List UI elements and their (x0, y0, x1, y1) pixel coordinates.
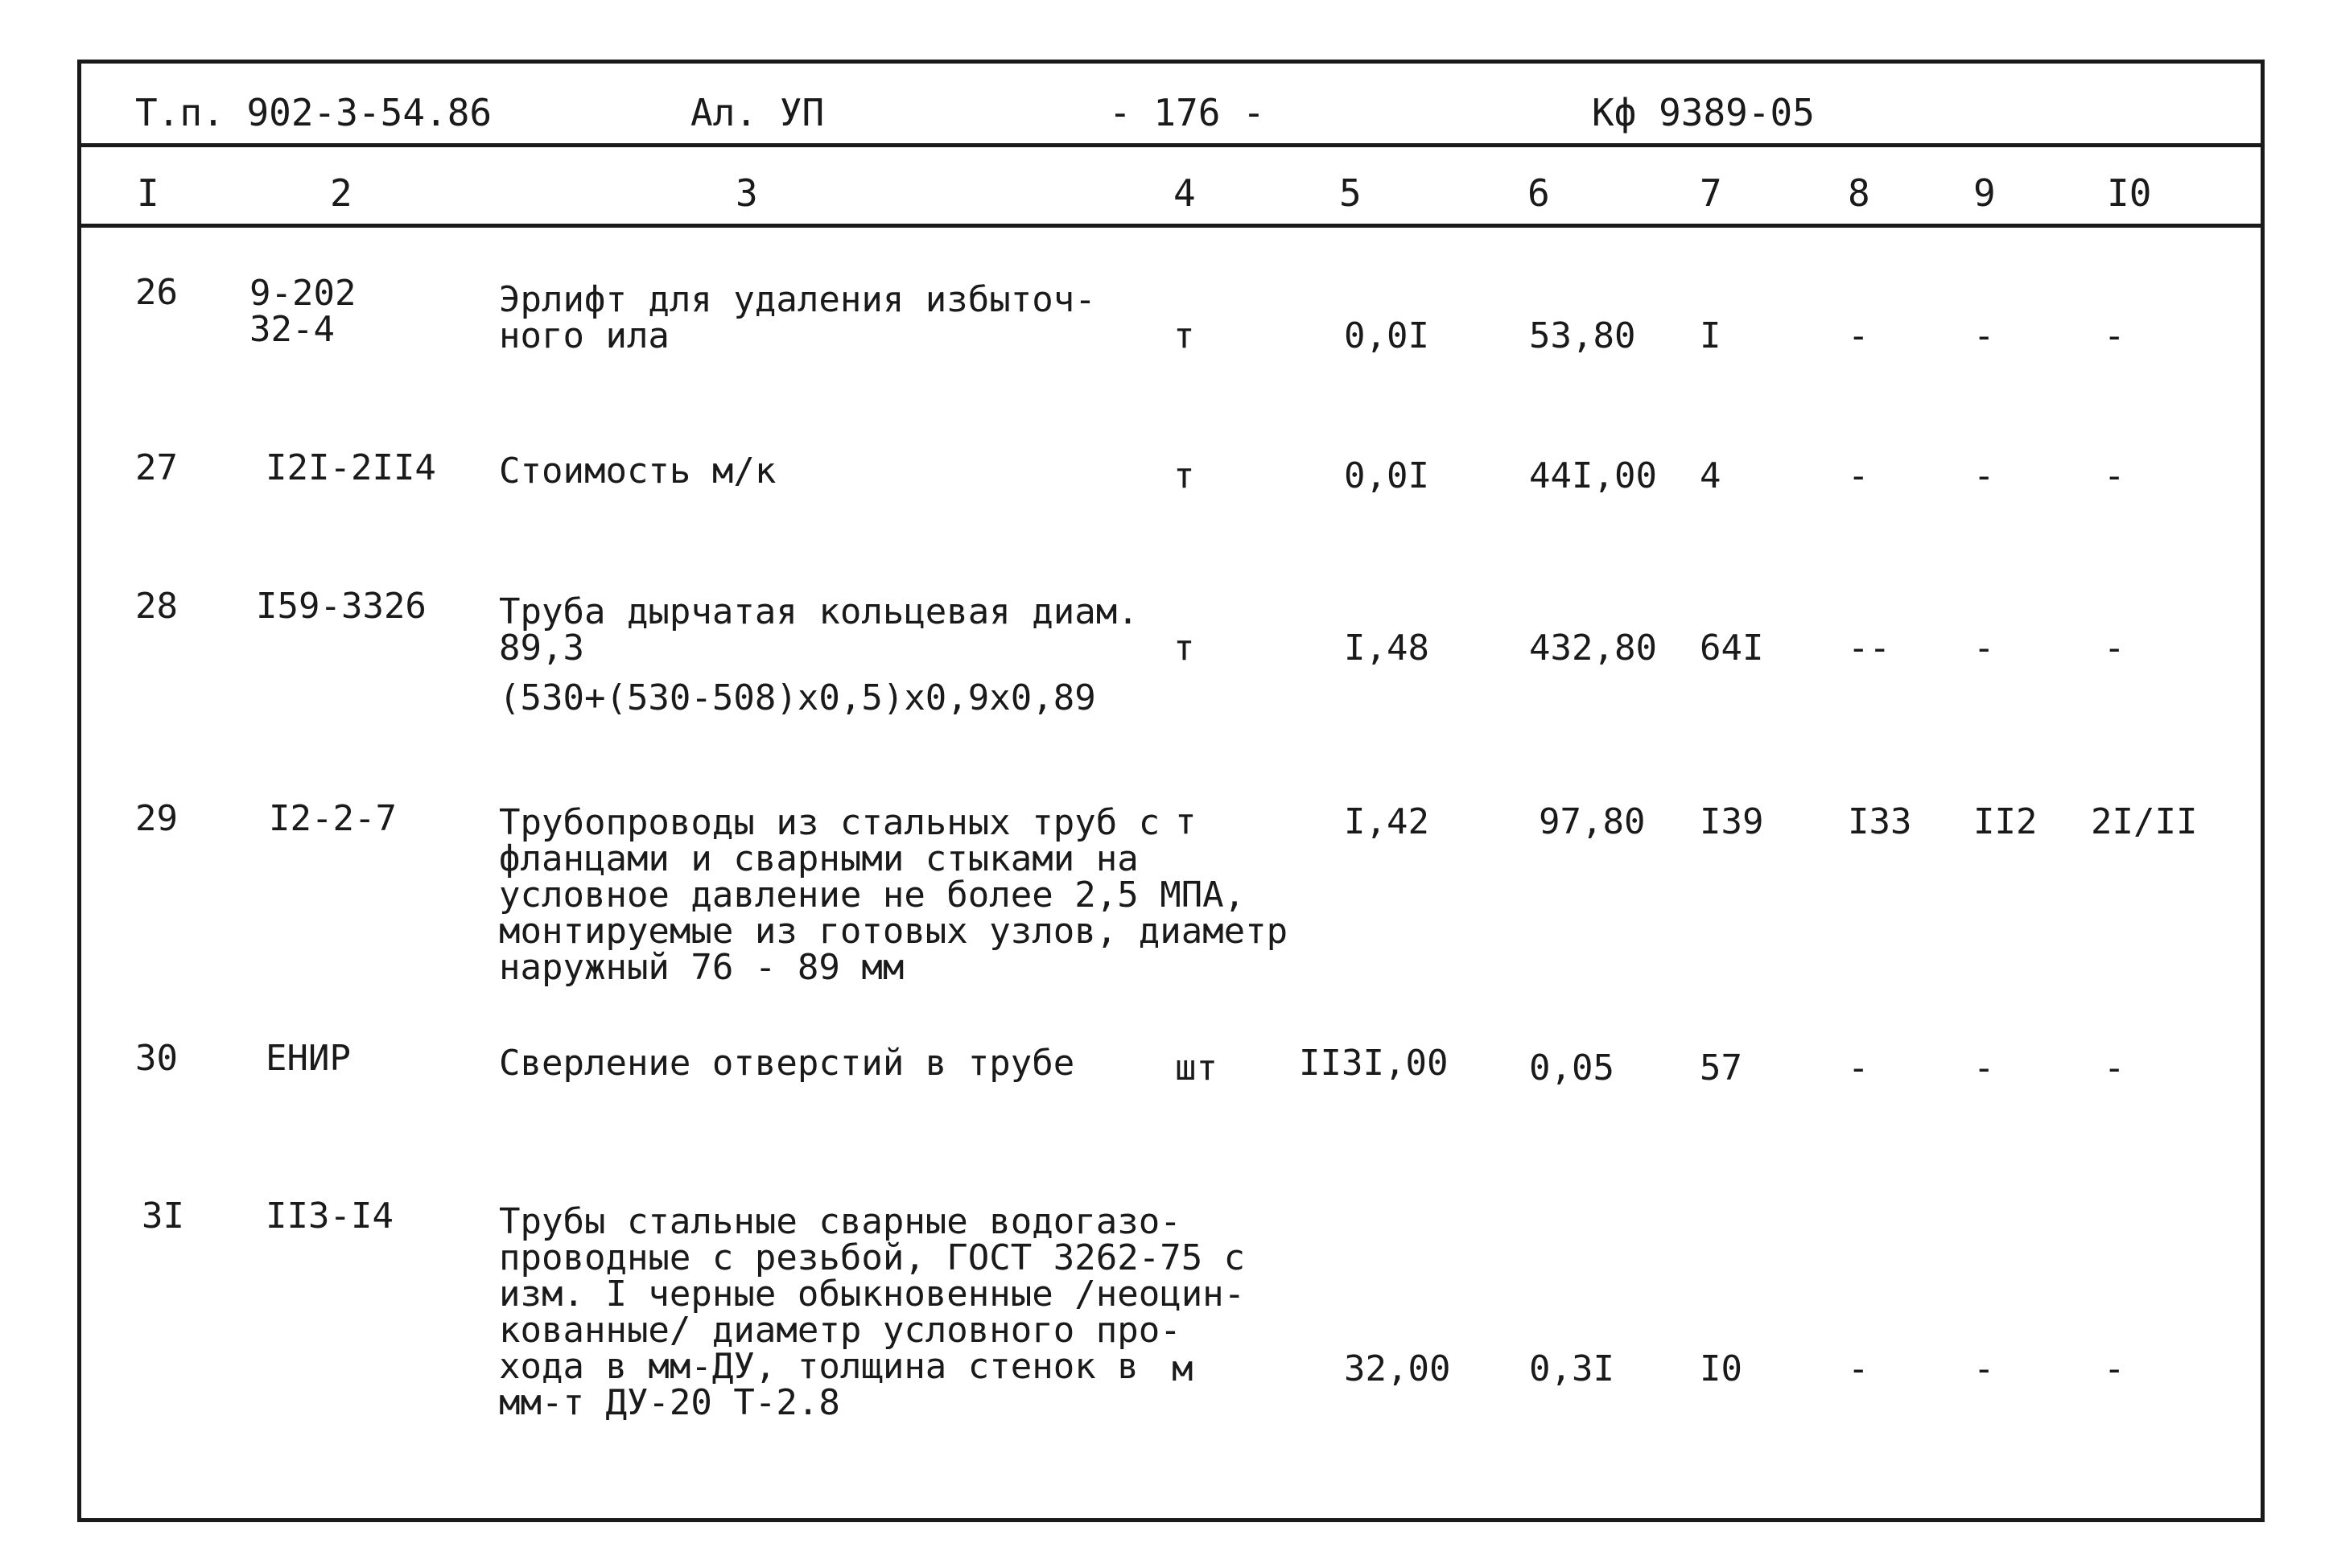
row-col10: - (2104, 315, 2125, 356)
row-quantity: I,48 (1344, 628, 1429, 669)
row-number: 26 (135, 272, 178, 313)
row-col8: I33 (1848, 801, 1912, 842)
row-unit: м (1172, 1348, 1193, 1389)
row-quantity: 32,00 (1344, 1348, 1451, 1389)
column-header: 6 (1527, 171, 1550, 215)
row-number: 3I (142, 1196, 184, 1237)
row-code: I59-3326 (256, 586, 427, 627)
column-header: I0 (2107, 171, 2152, 215)
row-col9: - (1973, 1047, 1995, 1089)
column-header: 4 (1173, 171, 1196, 215)
column-header: I (137, 171, 159, 215)
row-col7: I (1700, 315, 1721, 356)
row-code: ЕНИР (266, 1038, 351, 1079)
row-col10: 2I/II (2091, 801, 2198, 842)
row-description: Сверление отверстий в трубе (499, 1043, 1075, 1084)
row-col9: - (1973, 315, 1995, 356)
header-divider (77, 143, 2265, 147)
row-col10: - (2104, 455, 2125, 496)
row-col7: 57 (1700, 1047, 1742, 1089)
column-header: 9 (1973, 171, 1996, 215)
row-number: 27 (135, 447, 178, 488)
row-col8: - (1848, 315, 1869, 356)
column-header-divider (77, 224, 2265, 228)
row-description-formula: (530+(530-508)x0,5)x0,9x0,89 (499, 677, 1096, 718)
row-col8: - (1848, 1047, 1869, 1089)
row-price: 0,05 (1529, 1047, 1614, 1089)
row-code: II3-I4 (266, 1196, 394, 1237)
column-header: 7 (1700, 171, 1722, 215)
column-header: 5 (1339, 171, 1362, 215)
row-description: Трубопроводы из стальных труб с фланцами и сварными стыками на условное давление не более 2,5 МПА, монтируемые из готовых узлов, диаметр наружный 76 - 89 мм (499, 802, 1288, 988)
row-col8: - (1848, 455, 1869, 496)
column-header: 3 (736, 171, 758, 215)
row-col10: - (2104, 628, 2125, 669)
row-quantity: 0,0I (1344, 455, 1429, 496)
row-col9: - (1973, 1348, 1995, 1389)
row-description: Трубы стальные сварные водогазо- проводные с резьбой, ГОСТ 3262-75 с изм. I черные обыкновенные /неоцин- кованные/ диаметр условного про- хода в мм-ДУ, толщина стенок в мм-т ДУ-20 Т-2.8 (499, 1201, 1246, 1423)
row-number: 29 (135, 798, 178, 839)
row-col9: - (1973, 628, 1995, 669)
row-col9: - (1973, 455, 1995, 496)
row-price: 0,3I (1529, 1348, 1614, 1389)
row-col10: - (2104, 1348, 2125, 1389)
row-col8: - (1848, 1348, 1869, 1389)
row-col10: - (2104, 1047, 2125, 1089)
row-price: 53,80 (1529, 315, 1636, 356)
row-quantity: II3I,00 (1299, 1043, 1449, 1084)
row-col7: I39 (1700, 801, 1764, 842)
album-label: Ал. УП (690, 91, 825, 134)
row-unit: т (1173, 455, 1195, 496)
row-unit: т (1173, 628, 1195, 669)
row-price: 432,80 (1529, 628, 1657, 669)
row-col7: I0 (1700, 1348, 1742, 1389)
row-description: Труба дырчатая кольцевая диам. 89,3 (499, 591, 1139, 669)
row-number: 28 (135, 586, 178, 627)
row-price: 97,80 (1539, 801, 1646, 842)
row-code: 9-202 32-4 (249, 273, 357, 350)
row-quantity: I,42 (1344, 801, 1429, 842)
project-number: Т.п. 902-3-54.86 (135, 91, 493, 134)
row-price: 44I,00 (1529, 455, 1657, 496)
row-col7: 64I (1700, 628, 1764, 669)
row-col7: 4 (1700, 455, 1721, 496)
row-description: Эрлифт для удаления избыточ- ного ила (499, 279, 1096, 356)
row-code: I2I-2II4 (266, 447, 436, 488)
row-unit: шт (1175, 1047, 1218, 1089)
row-quantity: 0,0I (1344, 315, 1429, 356)
row-col9: II2 (1973, 801, 2038, 842)
row-code: I2-2-7 (269, 798, 397, 839)
column-header: 8 (1848, 171, 1870, 215)
row-number: 30 (135, 1038, 178, 1079)
row-col8: -- (1848, 628, 1890, 669)
page-number: - 176 - (1109, 91, 1265, 134)
row-description: Стоимость м/к (499, 451, 777, 492)
row-unit: т (1173, 315, 1195, 356)
row-unit: т (1175, 801, 1197, 842)
document-code: Кф 9389-05 (1592, 91, 1815, 134)
column-header: 2 (330, 171, 352, 215)
